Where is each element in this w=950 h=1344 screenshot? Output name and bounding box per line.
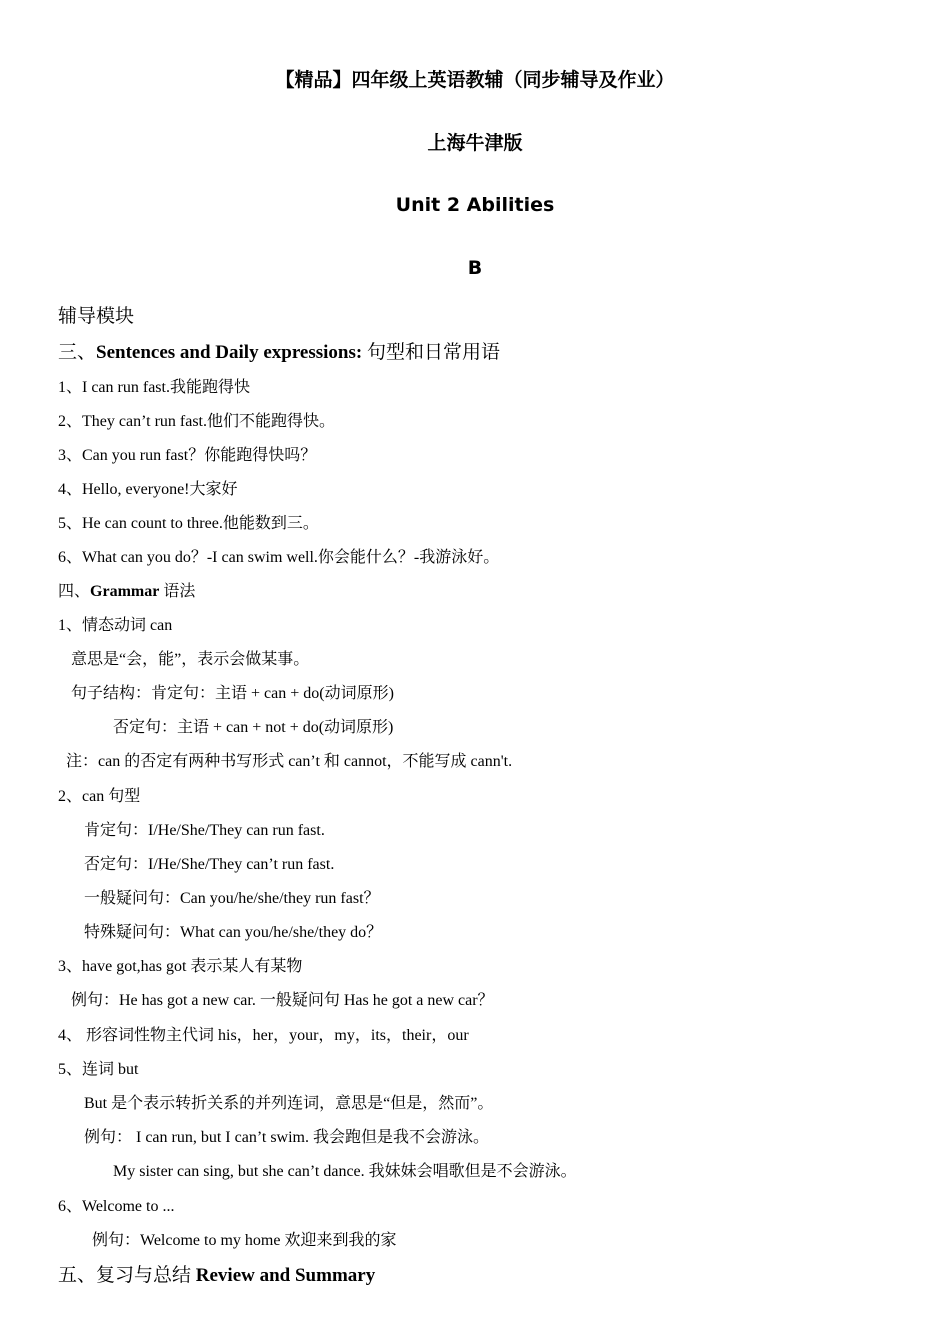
section-4-title-en: Grammar bbox=[90, 583, 160, 600]
grammar-line: 特殊疑问句：What can you/he/she/they do？ bbox=[84, 924, 383, 941]
section-5-prefix: 五、复习与总结 bbox=[58, 1265, 196, 1286]
grammar-line: 否定句：I/He/She/They can’t run fast. bbox=[84, 856, 335, 873]
sentence-item: 3、Can you run fast？你能跑得快吗？ bbox=[58, 447, 317, 464]
grammar-line: 意思是“会，能”，表示会做某事。 bbox=[71, 651, 310, 668]
sentence-item: 2、They can’t run fast.他们不能跑得快。 bbox=[58, 413, 335, 430]
grammar-line: 例句： I can run, but I can’t swim. 我会跑但是我不会游泳。 bbox=[84, 1129, 489, 1146]
section-5-heading bbox=[58, 1264, 375, 1288]
part-label: B bbox=[467, 257, 483, 279]
grammar-line: My sister can sing, but she can’t dance. 我妹妹会唱歌但是不会游泳。 bbox=[113, 1163, 577, 1180]
section-5-title-en: Review and Summary bbox=[195, 1265, 376, 1286]
module-heading: 辅导模块 bbox=[58, 306, 135, 327]
edition-subtitle: 上海牛津版 bbox=[427, 132, 523, 154]
section-3-title-en: Sentences and Daily expressions: bbox=[96, 342, 363, 363]
section-4-title-cn: 语法 bbox=[159, 583, 196, 600]
grammar-point-heading: 6、Welcome to ... bbox=[58, 1198, 175, 1215]
grammar-line: 例句：Welcome to my home 欢迎来到我的家 bbox=[92, 1232, 397, 1249]
grammar-line: 例句：He has got a new car. 一般疑问句 Has he got a new car？ bbox=[71, 992, 494, 1009]
section-3-prefix: 三、 bbox=[58, 342, 97, 363]
unit-title: Unit 2 Abilities bbox=[395, 194, 555, 216]
grammar-note: 注：can 的否定有两种书写形式 can’t 和 cannot，不能写成 cann't. bbox=[66, 753, 513, 770]
grammar-line: But 是个表示转折关系的并列连词，意思是“但是，然而”。 bbox=[84, 1095, 494, 1112]
sentence-item: 1、I can run fast.我能跑得快 bbox=[58, 379, 250, 396]
grammar-line: 肯定句：I/He/She/They can run fast. bbox=[84, 822, 325, 839]
grammar-point-heading: 2、can 句型 bbox=[58, 788, 141, 805]
sentence-item: 6、What can you do？-I can swim well.你会能什么？-我游泳好。 bbox=[58, 549, 500, 566]
section-4-prefix: 四、 bbox=[58, 583, 91, 600]
sentence-item: 4、Hello, everyone!大家好 bbox=[58, 481, 238, 498]
section-3-heading bbox=[58, 341, 500, 365]
grammar-point-heading: 4、 形容词性物主代词 his，her，your，my，its，their，our bbox=[58, 1027, 469, 1044]
sentence-item: 5、He can count to three.他能数到三。 bbox=[58, 515, 319, 532]
grammar-line: 一般疑问句：Can you/he/she/they run fast？ bbox=[84, 890, 380, 907]
grammar-point-heading: 5、连词 but bbox=[58, 1061, 139, 1078]
grammar-point-heading: 3、have got,has got 表示某人有某物 bbox=[58, 958, 303, 975]
section-4-heading bbox=[58, 582, 195, 602]
grammar-point-heading: 1、情态动词 can bbox=[58, 617, 173, 634]
grammar-line: 句子结构：肯定句：主语 + can + do(动词原形) bbox=[71, 685, 394, 702]
section-3-title-cn: 句型和日常用语 bbox=[362, 342, 500, 363]
document-title: 【精品】四年级上英语教辅（同步辅导及作业） bbox=[275, 69, 675, 91]
grammar-line: 否定句：主语 + can + not + do(动词原形) bbox=[113, 719, 394, 736]
